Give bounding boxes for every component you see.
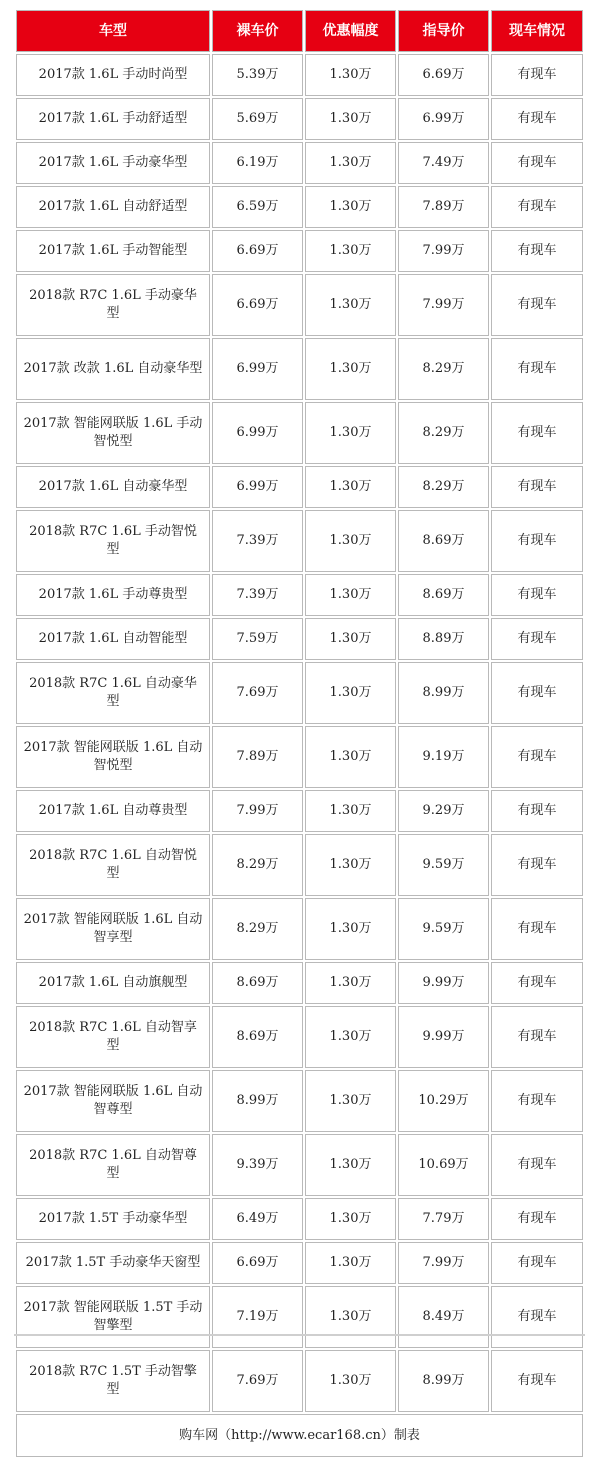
cell-model: 2018款 R7C 1.6L 自动智享型 <box>16 1006 210 1068</box>
cell-msrp: 9.99万 <box>398 1006 489 1068</box>
cell-model: 2017款 1.5T 手动豪华天窗型 <box>16 1242 210 1284</box>
cell-stock: 有现车 <box>491 662 583 724</box>
table-row <box>16 726 583 788</box>
cell-discount: 1.30万 <box>305 962 396 1004</box>
cell-model: 2017款 智能网联版 1.6L 手动智悦型 <box>16 402 210 464</box>
table-row <box>16 834 583 896</box>
cell-model: 2017款 1.6L 手动豪华型 <box>16 142 210 184</box>
cell-discount: 1.30万 <box>305 402 396 464</box>
cell-model: 2018款 R7C 1.5T 手动智擎型 <box>16 1350 210 1412</box>
table-row <box>16 98 583 140</box>
cell-msrp: 8.29万 <box>398 338 489 400</box>
cell-msrp: 10.29万 <box>398 1070 489 1132</box>
cell-discount: 1.30万 <box>305 338 396 400</box>
cell-stock: 有现车 <box>491 962 583 1004</box>
cell-discount: 1.30万 <box>305 466 396 508</box>
cell-msrp: 9.29万 <box>398 790 489 832</box>
header-stock: 现车情况 <box>491 10 583 52</box>
cell-discount: 1.30万 <box>305 574 396 616</box>
cell-model: 2017款 改款 1.6L 自动豪华型 <box>16 338 210 400</box>
table-row <box>16 186 583 228</box>
table-row <box>16 574 583 616</box>
cell-model: 2017款 智能网联版 1.6L 自动智尊型 <box>16 1070 210 1132</box>
header-msrp: 指导价 <box>398 10 489 52</box>
cell-msrp: 8.99万 <box>398 662 489 724</box>
cell-discount: 1.30万 <box>305 230 396 272</box>
table-row <box>16 962 583 1004</box>
table-row <box>16 510 583 572</box>
cell-msrp: 8.49万 <box>398 1286 489 1348</box>
cell-stock: 有现车 <box>491 1286 583 1348</box>
cell-discount: 1.30万 <box>305 1198 396 1240</box>
cell-discount: 1.30万 <box>305 142 396 184</box>
table-row <box>16 1350 583 1412</box>
cell-stock: 有现车 <box>491 1006 583 1068</box>
cell-price: 6.49万 <box>212 1198 303 1240</box>
cell-stock: 有现车 <box>491 230 583 272</box>
cell-stock: 有现车 <box>491 1134 583 1196</box>
cell-stock: 有现车 <box>491 790 583 832</box>
cell-price: 6.99万 <box>212 338 303 400</box>
cell-discount: 1.30万 <box>305 1242 396 1284</box>
table-row <box>16 230 583 272</box>
cell-price: 6.69万 <box>212 230 303 272</box>
cell-stock: 有现车 <box>491 1350 583 1412</box>
cell-model: 2017款 1.6L 自动旗舰型 <box>16 962 210 1004</box>
table-row <box>16 1242 583 1284</box>
cell-msrp: 10.69万 <box>398 1134 489 1196</box>
cell-price: 6.69万 <box>212 274 303 336</box>
cell-discount: 1.30万 <box>305 790 396 832</box>
cell-model: 2017款 智能网联版 1.6L 自动智悦型 <box>16 726 210 788</box>
cell-msrp: 9.59万 <box>398 834 489 896</box>
cell-msrp: 8.29万 <box>398 466 489 508</box>
cell-price: 6.69万 <box>212 1242 303 1284</box>
cell-stock: 有现车 <box>491 1070 583 1132</box>
cell-stock: 有现车 <box>491 510 583 572</box>
table-row <box>16 1134 583 1196</box>
cell-stock: 有现车 <box>491 402 583 464</box>
cell-discount: 1.30万 <box>305 1134 396 1196</box>
cell-stock: 有现车 <box>491 834 583 896</box>
cell-msrp: 9.99万 <box>398 962 489 1004</box>
cell-discount: 1.30万 <box>305 618 396 660</box>
cell-price: 7.19万 <box>212 1286 303 1348</box>
cell-msrp: 8.99万 <box>398 1350 489 1412</box>
cell-price: 7.59万 <box>212 618 303 660</box>
cell-discount: 1.30万 <box>305 834 396 896</box>
cell-msrp: 8.89万 <box>398 618 489 660</box>
header-discount: 优惠幅度 <box>305 10 396 52</box>
cell-stock: 有现车 <box>491 98 583 140</box>
table-row <box>16 1286 583 1348</box>
cell-model: 2017款 1.6L 手动尊贵型 <box>16 574 210 616</box>
cell-price: 7.69万 <box>212 662 303 724</box>
cell-stock: 有现车 <box>491 466 583 508</box>
cell-model: 2017款 1.6L 自动舒适型 <box>16 186 210 228</box>
table-footer-row <box>16 1414 583 1457</box>
cell-model: 2017款 1.6L 手动智能型 <box>16 230 210 272</box>
cell-price: 8.99万 <box>212 1070 303 1132</box>
table-row <box>16 618 583 660</box>
cell-price: 5.69万 <box>212 98 303 140</box>
cell-stock: 有现车 <box>491 726 583 788</box>
table-row <box>16 1006 583 1068</box>
cell-price: 8.69万 <box>212 962 303 1004</box>
cell-model: 2018款 R7C 1.6L 自动智悦型 <box>16 834 210 896</box>
table-row <box>16 790 583 832</box>
cell-stock: 有现车 <box>491 574 583 616</box>
table-body <box>16 54 583 1412</box>
cell-msrp: 7.99万 <box>398 230 489 272</box>
cell-model: 2018款 R7C 1.6L 手动智悦型 <box>16 510 210 572</box>
cell-model: 2017款 1.6L 自动智能型 <box>16 618 210 660</box>
cell-discount: 1.30万 <box>305 1350 396 1412</box>
header-model: 车型 <box>16 10 210 52</box>
table-row <box>16 54 583 96</box>
cell-msrp: 7.79万 <box>398 1198 489 1240</box>
cell-discount: 1.30万 <box>305 274 396 336</box>
table-row <box>16 274 583 336</box>
cell-msrp: 7.99万 <box>398 1242 489 1284</box>
table-header-row <box>16 10 583 52</box>
bottom-divider <box>14 1334 585 1336</box>
cell-discount: 1.30万 <box>305 1286 396 1348</box>
cell-price: 7.39万 <box>212 574 303 616</box>
cell-stock: 有现车 <box>491 618 583 660</box>
cell-msrp: 9.19万 <box>398 726 489 788</box>
cell-price: 9.39万 <box>212 1134 303 1196</box>
cell-model: 2017款 1.6L 手动舒适型 <box>16 98 210 140</box>
cell-stock: 有现车 <box>491 1242 583 1284</box>
table-row <box>16 142 583 184</box>
cell-price: 7.99万 <box>212 790 303 832</box>
cell-msrp: 6.69万 <box>398 54 489 96</box>
cell-model: 2017款 1.6L 手动时尚型 <box>16 54 210 96</box>
cell-price: 8.29万 <box>212 898 303 960</box>
cell-model: 2018款 R7C 1.6L 自动豪华型 <box>16 662 210 724</box>
cell-discount: 1.30万 <box>305 898 396 960</box>
cell-stock: 有现车 <box>491 274 583 336</box>
cell-msrp: 9.59万 <box>398 898 489 960</box>
cell-discount: 1.30万 <box>305 186 396 228</box>
cell-msrp: 8.69万 <box>398 510 489 572</box>
cell-stock: 有现车 <box>491 142 583 184</box>
cell-price: 7.89万 <box>212 726 303 788</box>
cell-stock: 有现车 <box>491 338 583 400</box>
cell-msrp: 7.49万 <box>398 142 489 184</box>
cell-model: 2018款 R7C 1.6L 自动智尊型 <box>16 1134 210 1196</box>
table-row <box>16 1070 583 1132</box>
cell-stock: 有现车 <box>491 54 583 96</box>
cell-price: 6.99万 <box>212 466 303 508</box>
price-table <box>14 8 585 1459</box>
cell-discount: 1.30万 <box>305 98 396 140</box>
table-row <box>16 898 583 960</box>
cell-model: 2018款 R7C 1.6L 手动豪华型 <box>16 274 210 336</box>
cell-price: 8.69万 <box>212 1006 303 1068</box>
cell-stock: 有现车 <box>491 898 583 960</box>
cell-model: 2017款 1.6L 自动豪华型 <box>16 466 210 508</box>
cell-price: 6.59万 <box>212 186 303 228</box>
cell-stock: 有现车 <box>491 186 583 228</box>
cell-discount: 1.30万 <box>305 510 396 572</box>
cell-model: 2017款 智能网联版 1.5T 手动智擎型 <box>16 1286 210 1348</box>
table-row <box>16 338 583 400</box>
table-source-note: 购车网（http://www.ecar168.cn）制表 <box>16 1414 583 1457</box>
cell-price: 6.99万 <box>212 402 303 464</box>
cell-discount: 1.30万 <box>305 726 396 788</box>
cell-discount: 1.30万 <box>305 1070 396 1132</box>
table-row <box>16 662 583 724</box>
cell-price: 5.39万 <box>212 54 303 96</box>
cell-msrp: 8.29万 <box>398 402 489 464</box>
cell-msrp: 6.99万 <box>398 98 489 140</box>
cell-price: 7.39万 <box>212 510 303 572</box>
cell-price: 6.19万 <box>212 142 303 184</box>
cell-discount: 1.30万 <box>305 54 396 96</box>
cell-model: 2017款 1.6L 自动尊贵型 <box>16 790 210 832</box>
cell-price: 8.29万 <box>212 834 303 896</box>
cell-msrp: 8.69万 <box>398 574 489 616</box>
table-row <box>16 1198 583 1240</box>
cell-msrp: 7.99万 <box>398 274 489 336</box>
cell-model: 2017款 智能网联版 1.6L 自动智享型 <box>16 898 210 960</box>
cell-model: 2017款 1.5T 手动豪华型 <box>16 1198 210 1240</box>
cell-stock: 有现车 <box>491 1198 583 1240</box>
cell-msrp: 7.89万 <box>398 186 489 228</box>
cell-discount: 1.30万 <box>305 1006 396 1068</box>
table-row <box>16 466 583 508</box>
header-price: 裸车价 <box>212 10 303 52</box>
table-row <box>16 402 583 464</box>
cell-discount: 1.30万 <box>305 662 396 724</box>
cell-price: 7.69万 <box>212 1350 303 1412</box>
